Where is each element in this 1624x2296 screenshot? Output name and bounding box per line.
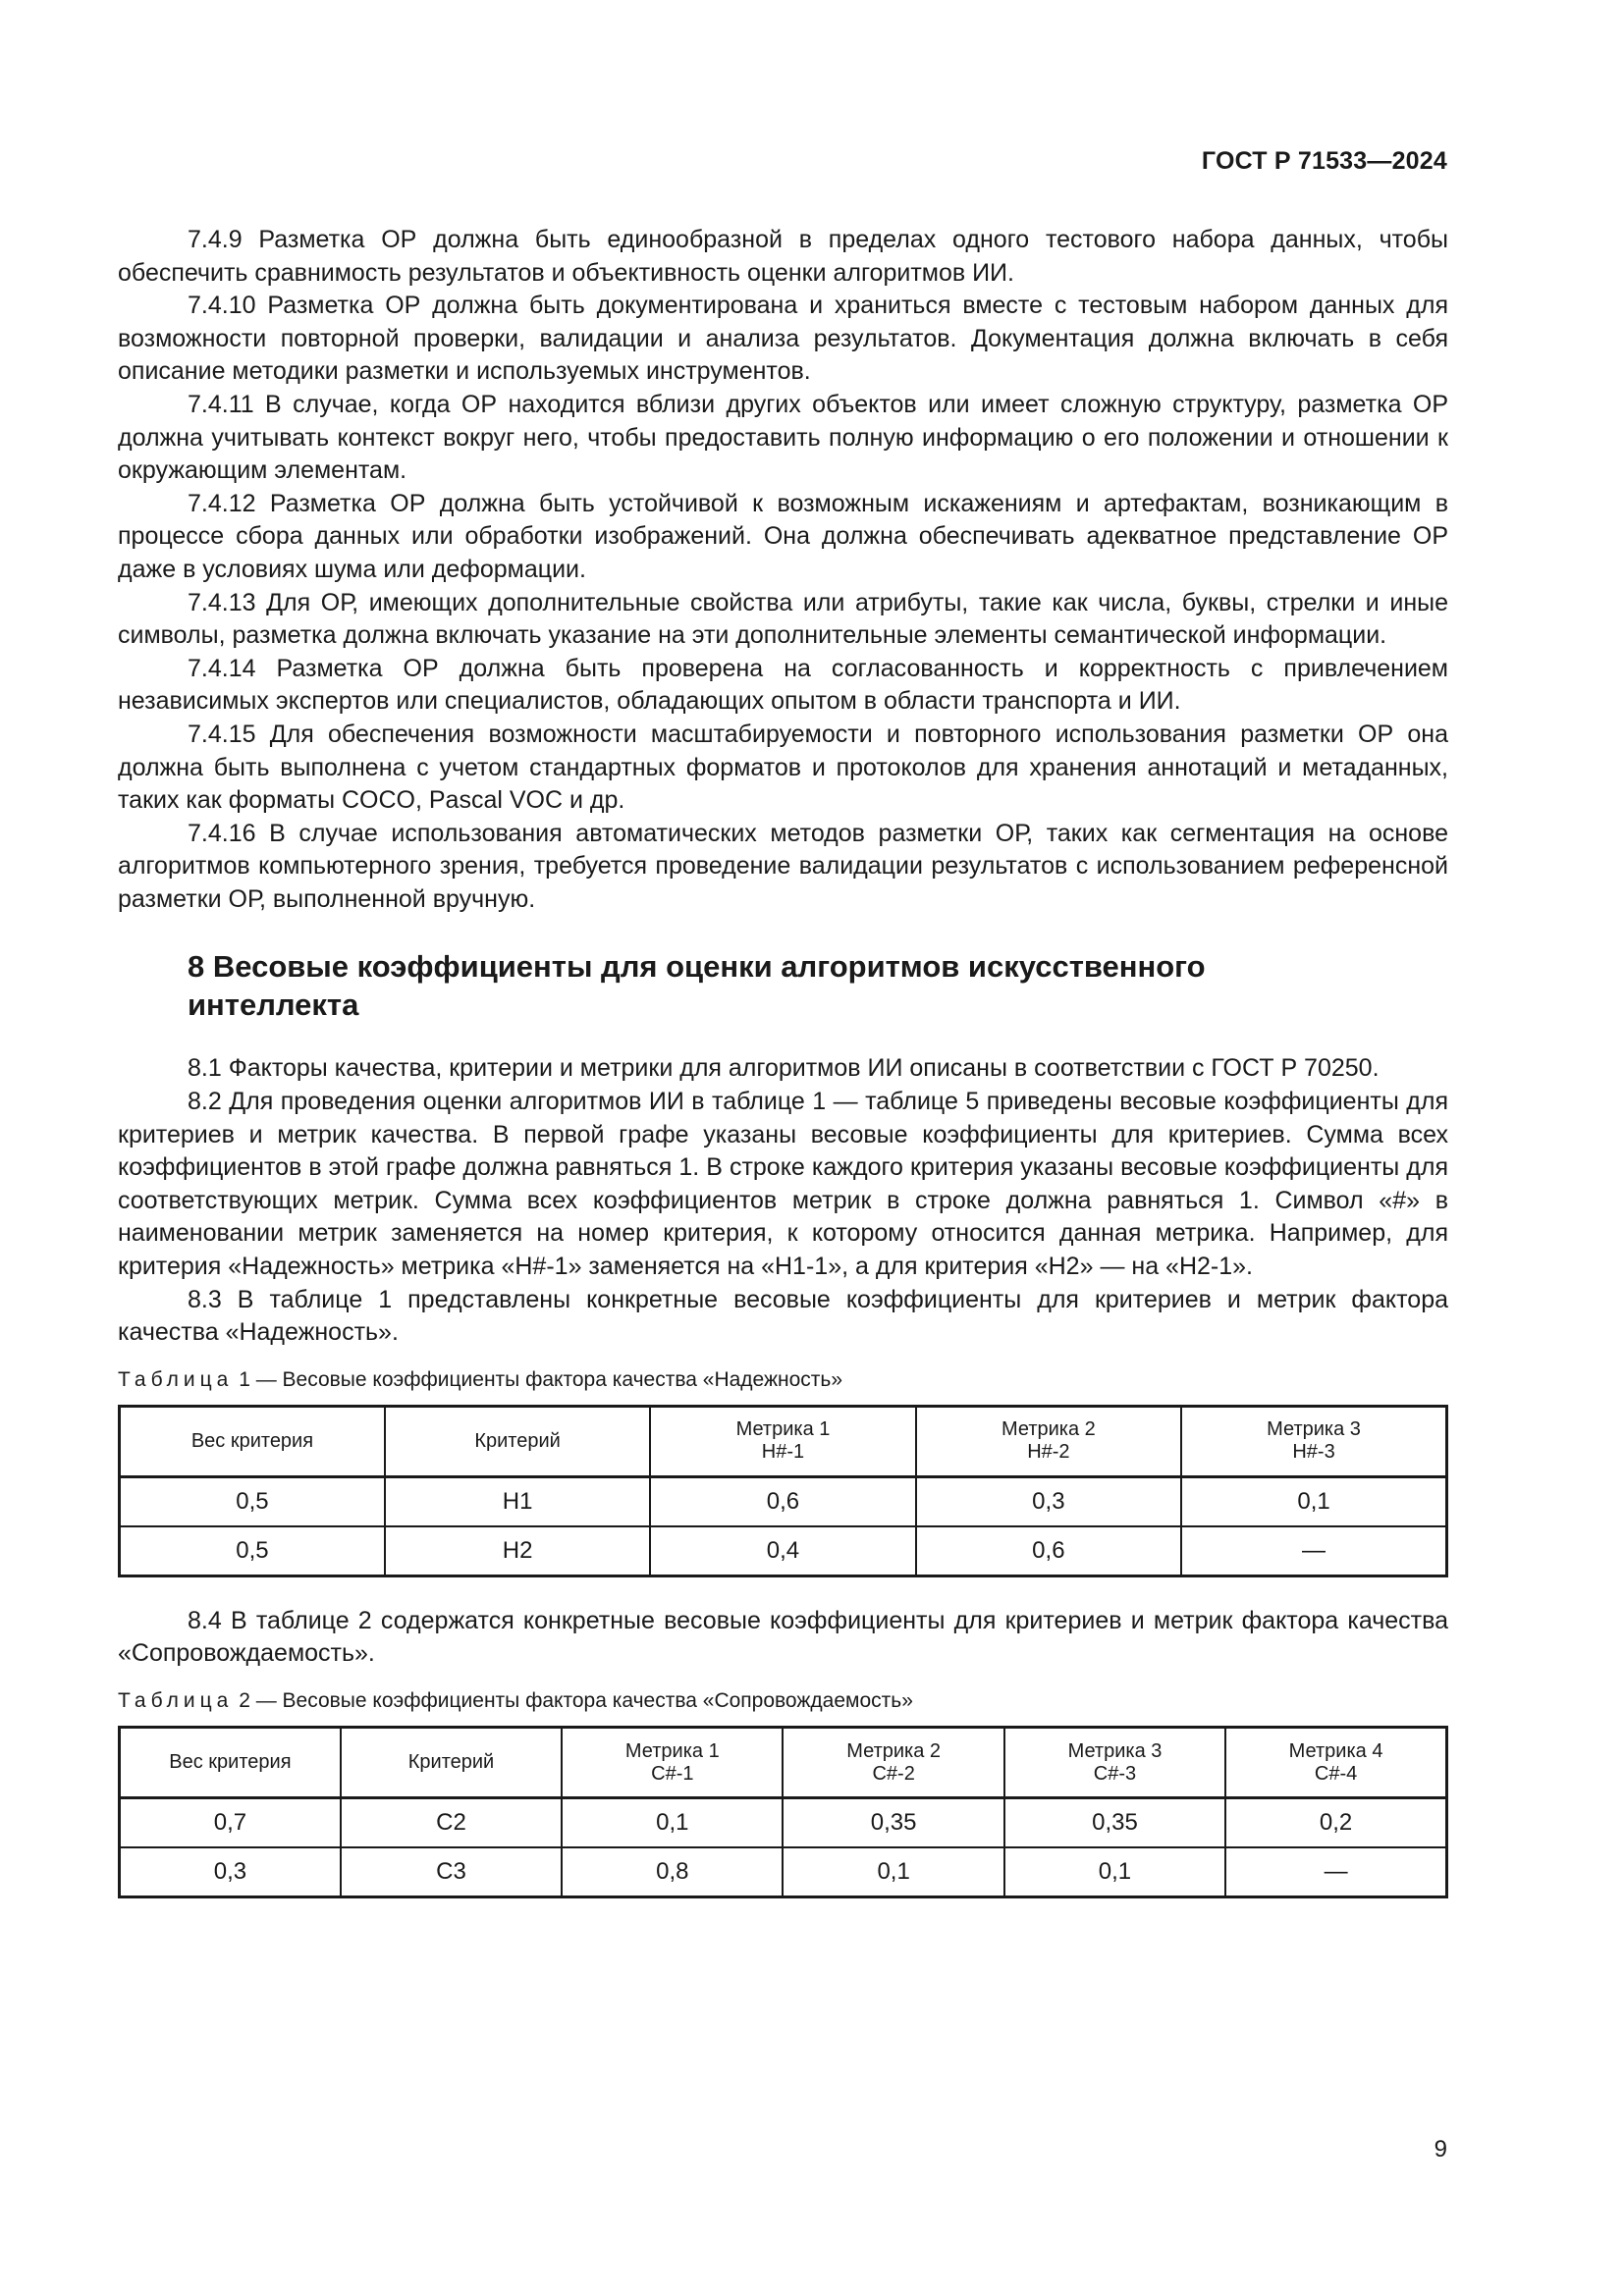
metric-1-code: Н#-1 xyxy=(761,1441,805,1464)
section-8-title-line1: 8 Весовые коэффициенты для оценки алгоритмов искусственного xyxy=(188,949,1206,985)
table-cell: 0,35 xyxy=(783,1798,1003,1848)
paragraph-7-4-11: 7.4.11 В случае, когда ОР находится вблизи других объектов или имеет сложную структуру, разметка ОР должна учитывать контекст вокруг него, чтобы предоставить полную информацию о его положении и отношении к окружающим элементам. xyxy=(118,390,1448,485)
table-row xyxy=(120,1847,1447,1897)
table-cell: 0,1 xyxy=(562,1798,783,1848)
metric-1-code: С#-1 xyxy=(651,1762,694,1785)
paragraph-8-2: 8.2 Для проведения оценки алгоритмов ИИ в таблице 1 — таблице 5 приведены весовые коэффициенты для критериев и метрик качества. В первой графе указаны весовые коэффициенты для критериев. Сумма всех коэффициентов в этой графе должна равняться 1. В строке каждого критерия указаны весовые коэффициенты для соответствующих метрик. Сумма всех коэффициентов метрик в строке должна равняться 1. Символ «#» в наименовании метрик заменяется на номер критерия, к которому относится данная метрика. Например, для критерия «Надежность» метрика «Н#-1» заменяется на «Н1-1», а для критерия «Н2» — на «Н2-1». xyxy=(118,1088,1448,1281)
metric-3-code: Н#-3 xyxy=(1292,1441,1335,1464)
metric-4-name: Метрика 4 xyxy=(1288,1739,1383,1762)
paragraph-7-4-16: 7.4.16 В случае использования автоматических методов разметки ОР, таких как сегментация на основе алгоритмов компьютерного зрения, требуется проведение валидации результатов с использованием референсной разметки ОР, выполненной вручную. xyxy=(118,819,1448,913)
paragraph-7-4-14: 7.4.14 Разметка ОР должна быть проверена на согласованность и корректность с привлечением независимых экспертов или специалистов, обладающих опытом в области транспорта и ИИ. xyxy=(118,654,1448,716)
section-8-title xyxy=(188,947,1448,1024)
table-2-caption-label: Таблица xyxy=(118,1689,234,1712)
table-header-row xyxy=(120,1406,1447,1476)
paragraph-8-1: 8.1 Факторы качества, критерии и метрики для алгоритмов ИИ описаны в соответствии с ГОСТ Р 70250. xyxy=(188,1054,1380,1083)
table-cell: 0,6 xyxy=(650,1476,915,1526)
table-cell: 0,1 xyxy=(1181,1476,1446,1526)
col-header-weight: Вес критерия xyxy=(120,1406,385,1476)
table-1-caption xyxy=(118,1366,1448,1394)
col-header-metric-3 xyxy=(1004,1728,1225,1798)
document-code: ГОСТ Р 71533—2024 xyxy=(1201,147,1447,175)
col-header-metric-2 xyxy=(783,1728,1003,1798)
table-row xyxy=(120,1798,1447,1848)
table-cell: 0,3 xyxy=(916,1476,1181,1526)
metric-1-name: Метрика 1 xyxy=(735,1418,831,1441)
paragraph-7-4-13: 7.4.13 Для ОР, имеющих дополнительные свойства или атрибуты, такие как числа, буквы, стрелки и иные символы, разметка должна включать указание на эти дополнительные элементы семантической информации. xyxy=(118,588,1448,650)
paragraph-8-4: 8.4 В таблице 2 содержатся конкретные весовые коэффициенты для критериев и метрик фактора качества «Сопровождаемость». xyxy=(118,1606,1448,1668)
table-cell: 0,2 xyxy=(1225,1798,1446,1848)
col-header-weight: Вес критерия xyxy=(120,1728,341,1798)
table-cell: 0,8 xyxy=(562,1847,783,1897)
table-1-caption-text: 1 — Весовые коэффициенты фактора качества «Надежность» xyxy=(239,1367,843,1391)
table-cell: Н1 xyxy=(385,1476,650,1526)
paragraph-7-4-9: 7.4.9 Разметка ОР должна быть единообразной в пределах одного тестового набора данных, чтобы обеспечить сравнимость результатов и объективность оценки алгоритмов ИИ. xyxy=(118,226,1448,287)
metric-2-name: Метрика 2 xyxy=(1001,1418,1096,1441)
spacer xyxy=(118,1577,1448,1605)
table-2-caption xyxy=(118,1687,1448,1715)
col-header-metric-1 xyxy=(650,1406,915,1476)
table-cell: 0,3 xyxy=(120,1847,341,1897)
table-header-row xyxy=(120,1728,1447,1798)
table-row xyxy=(120,1526,1447,1576)
metric-3-code: С#-3 xyxy=(1093,1762,1137,1785)
table-row xyxy=(120,1476,1447,1526)
page-number: 9 xyxy=(1434,2136,1447,2163)
col-header-criterion: Критерий xyxy=(385,1406,650,1476)
table-cell: 0,4 xyxy=(650,1526,915,1576)
metric-2-code: С#-2 xyxy=(872,1762,915,1785)
page-content xyxy=(118,224,1448,1898)
col-header-metric-1 xyxy=(562,1728,783,1798)
table-cell: 0,7 xyxy=(120,1798,341,1848)
metric-3-name: Метрика 3 xyxy=(1067,1739,1163,1762)
table-1-caption-label: Таблица xyxy=(118,1367,234,1391)
paragraph-7-4-15: 7.4.15 Для обеспечения возможности масштабируемости и повторного использования разметки ОР она должна быть выполнена с учетом стандартных форматов и протоколов для хранения аннотаций и метаданных, таких как форматы COCO, Pascal VOC и др. xyxy=(118,720,1448,815)
paragraph-7-4-10: 7.4.10 Разметка ОР должна быть документирована и храниться вместе с тестовым набором данных для возможности повторной проверки, валидации и анализа результатов. Документация должна включать в себя описание методики разметки и используемых инструментов. xyxy=(118,292,1448,386)
col-header-metric-4 xyxy=(1225,1728,1446,1798)
table-1-reliability xyxy=(118,1405,1448,1577)
table-cell: С2 xyxy=(341,1798,562,1848)
table-cell: 0,35 xyxy=(1004,1798,1225,1848)
col-header-metric-2 xyxy=(916,1406,1181,1476)
table-2-maintainability xyxy=(118,1726,1448,1898)
col-header-metric-3 xyxy=(1181,1406,1446,1476)
section-8-title-line2: интеллекта xyxy=(188,988,359,1023)
table-cell: 0,5 xyxy=(120,1476,385,1526)
paragraph-7-4-12: 7.4.12 Разметка ОР должна быть устойчивой к возможным искажениям и артефактам, возникающим в процессе сбора данных или обработки изображений. Она должна обеспечивать адекватное представление ОР даже в условиях шума или деформации. xyxy=(118,489,1448,583)
metric-2-name: Метрика 2 xyxy=(846,1739,942,1762)
table-cell: — xyxy=(1225,1847,1446,1897)
metric-3-name: Метрика 3 xyxy=(1267,1418,1361,1441)
table-cell: 0,1 xyxy=(1004,1847,1225,1897)
table-cell: Н2 xyxy=(385,1526,650,1576)
table-cell: 0,6 xyxy=(916,1526,1181,1576)
metric-1-name: Метрика 1 xyxy=(624,1739,720,1762)
table-cell: — xyxy=(1181,1526,1446,1576)
table-cell: 0,1 xyxy=(783,1847,1003,1897)
metric-4-code: С#-4 xyxy=(1314,1762,1358,1785)
table-cell: 0,5 xyxy=(120,1526,385,1576)
metric-2-code: Н#-2 xyxy=(1027,1441,1070,1464)
table-cell: С3 xyxy=(341,1847,562,1897)
table-2-caption-text: 2 — Весовые коэффициенты фактора качества «Сопровождаемость» xyxy=(239,1689,913,1712)
paragraph-8-3: 8.3 В таблице 1 представлены конкретные весовые коэффициенты для критериев и метрик фактора качества «Надежность». xyxy=(118,1285,1448,1347)
col-header-criterion: Критерий xyxy=(341,1728,562,1798)
